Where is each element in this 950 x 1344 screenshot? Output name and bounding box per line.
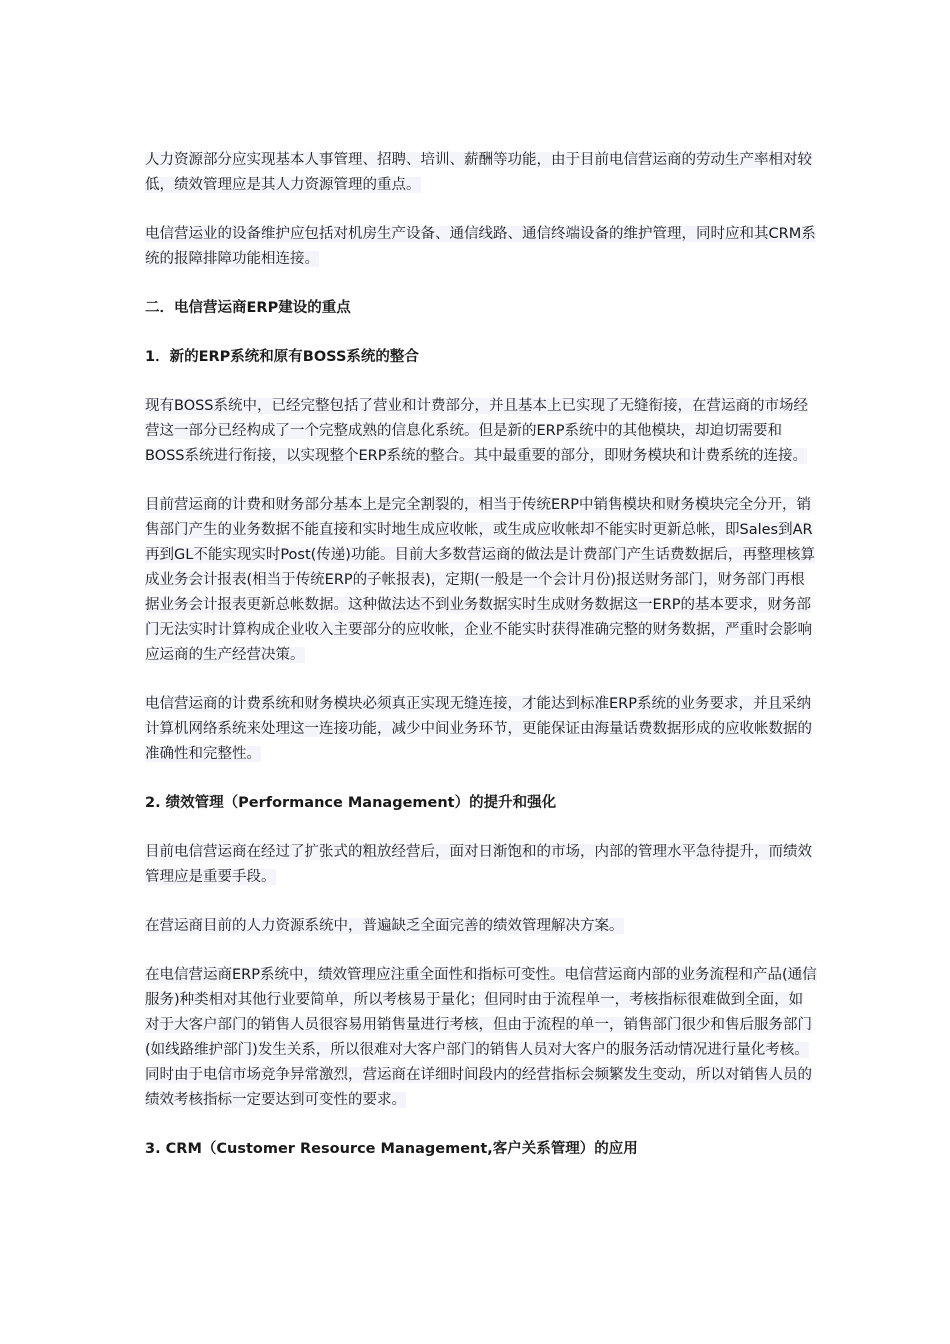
section-heading-erp-focus: 二．电信营运商ERP建设的重点: [145, 300, 351, 316]
paragraph-text: 目前营运商的计费和财务部分基本上是完全割裂的，相当于传统ERP中销售模块和财务模块完全分开，销售部门产生的业务数据不能直接和实时地生成应收帐，或生成应收帐却不能实时更新总帐，即Sales到AR再到GL不能实现实时Post(传递)功能。目前大多数营运商的做法是计费部门产生话费数据后，再整理核算成业务会计报表(相当于传统ERP的子帐报表)，定期(一般是一个会计月份)报送财务部门，财务部门再根据业务会计报表更新总帐数据。这种做法达不到业务数据实时生成财务数据这一ERP的基本要求，财务部门无法实时计算构成企业收入主要部分的应收帐，企业不能实时获得准确完整的财务数据，严重时会影响应运商的生产经营决策。: [145, 497, 815, 663]
paragraph-text: 电信营运商的计费系统和财务模块必须真正实现无缝连接，才能达到标准ERP系统的业务要求，并且采纳计算机网络系统来处理这一连接功能，减少中间业务环节，更能保证由海量话费数据形成的应收帐数据的准确性和完整性。: [145, 696, 812, 762]
paragraph-text: 现有BOSS系统中，已经完整包括了营业和计费部分，并且基本上已实现了无缝衔接，在营运商的市场经营这一部分已经构成了一个完整成熟的信息化系统。但是新的ERP系统中的其他模块，却迫切需要和BOSS系统进行衔接，以实现整个ERP系统的整合。其中最重要的部分，即财务模块和计费系统的连接。: [145, 398, 809, 464]
subheading-erp-boss-integration: 1．新的ERP系统和原有BOSS系统的整合: [145, 349, 419, 365]
paragraph-boss-system: [145, 394, 817, 469]
paragraph-text: 在电信营运商ERP系统中，绩效管理应注重全面性和指标可变性。电信营运商内部的业务流程和产品(通信服务)种类相对其他行业要简单，所以考核易于量化；但同时由于流程单一，考核指标很难做到全面，如对于大客户部门的销售人员很容易用销售量进行考核，但由于流程的单一，销售部门很少和售后服务部门(如线路维护部门)发生关系，所以很难对大客户部门的销售人员对大客户的服务活动情况进行量化考核。同时由于电信市场竞争异常激烈，营运商在详细时间段内的经营指标会频繁发生变动，所以对销售人员的绩效考核指标一定要达到可变性的要求。: [145, 967, 817, 1108]
paragraph-hr-lacking: [145, 914, 817, 939]
paragraph-text: 在营运商目前的人力资源系统中，普遍缺乏全面完善的绩效管理解决方案。: [145, 918, 624, 934]
paragraph-text: 电信营运业的设备维护应包括对机房生产设备、通信线路、通信终端设备的维护管理，同时应和其CRM系统的报障排障功能相连接。: [145, 226, 816, 267]
document-page: [145, 148, 817, 1186]
paragraph-seamless-connection: [145, 692, 817, 767]
paragraph-text: 目前电信营运商在经过了扩张式的粗放经营后，面对日渐饱和的市场，内部的管理水平急待提升，而绩效管理应是重要手段。: [145, 844, 812, 885]
paragraph-hr-module: [145, 148, 817, 198]
paragraph-management-improvement: [145, 840, 817, 890]
subheading-crm-application: 3. CRM（Customer Resource Management,客户关系管理）的应用: [145, 1141, 638, 1157]
paragraph-billing-finance: [145, 493, 817, 668]
paragraph-text: 人力资源部分应实现基本人事管理、招聘、培训、薪酬等功能，由于目前电信营运商的劳动生产率相对较低，绩效管理应是其人力资源管理的重点。: [145, 152, 812, 193]
subheading-performance-management: 2. 绩效管理（Performance Management）的提升和强化: [145, 795, 557, 811]
paragraph-performance-indicators: [145, 963, 817, 1113]
paragraph-equipment-maintenance: [145, 222, 817, 272]
